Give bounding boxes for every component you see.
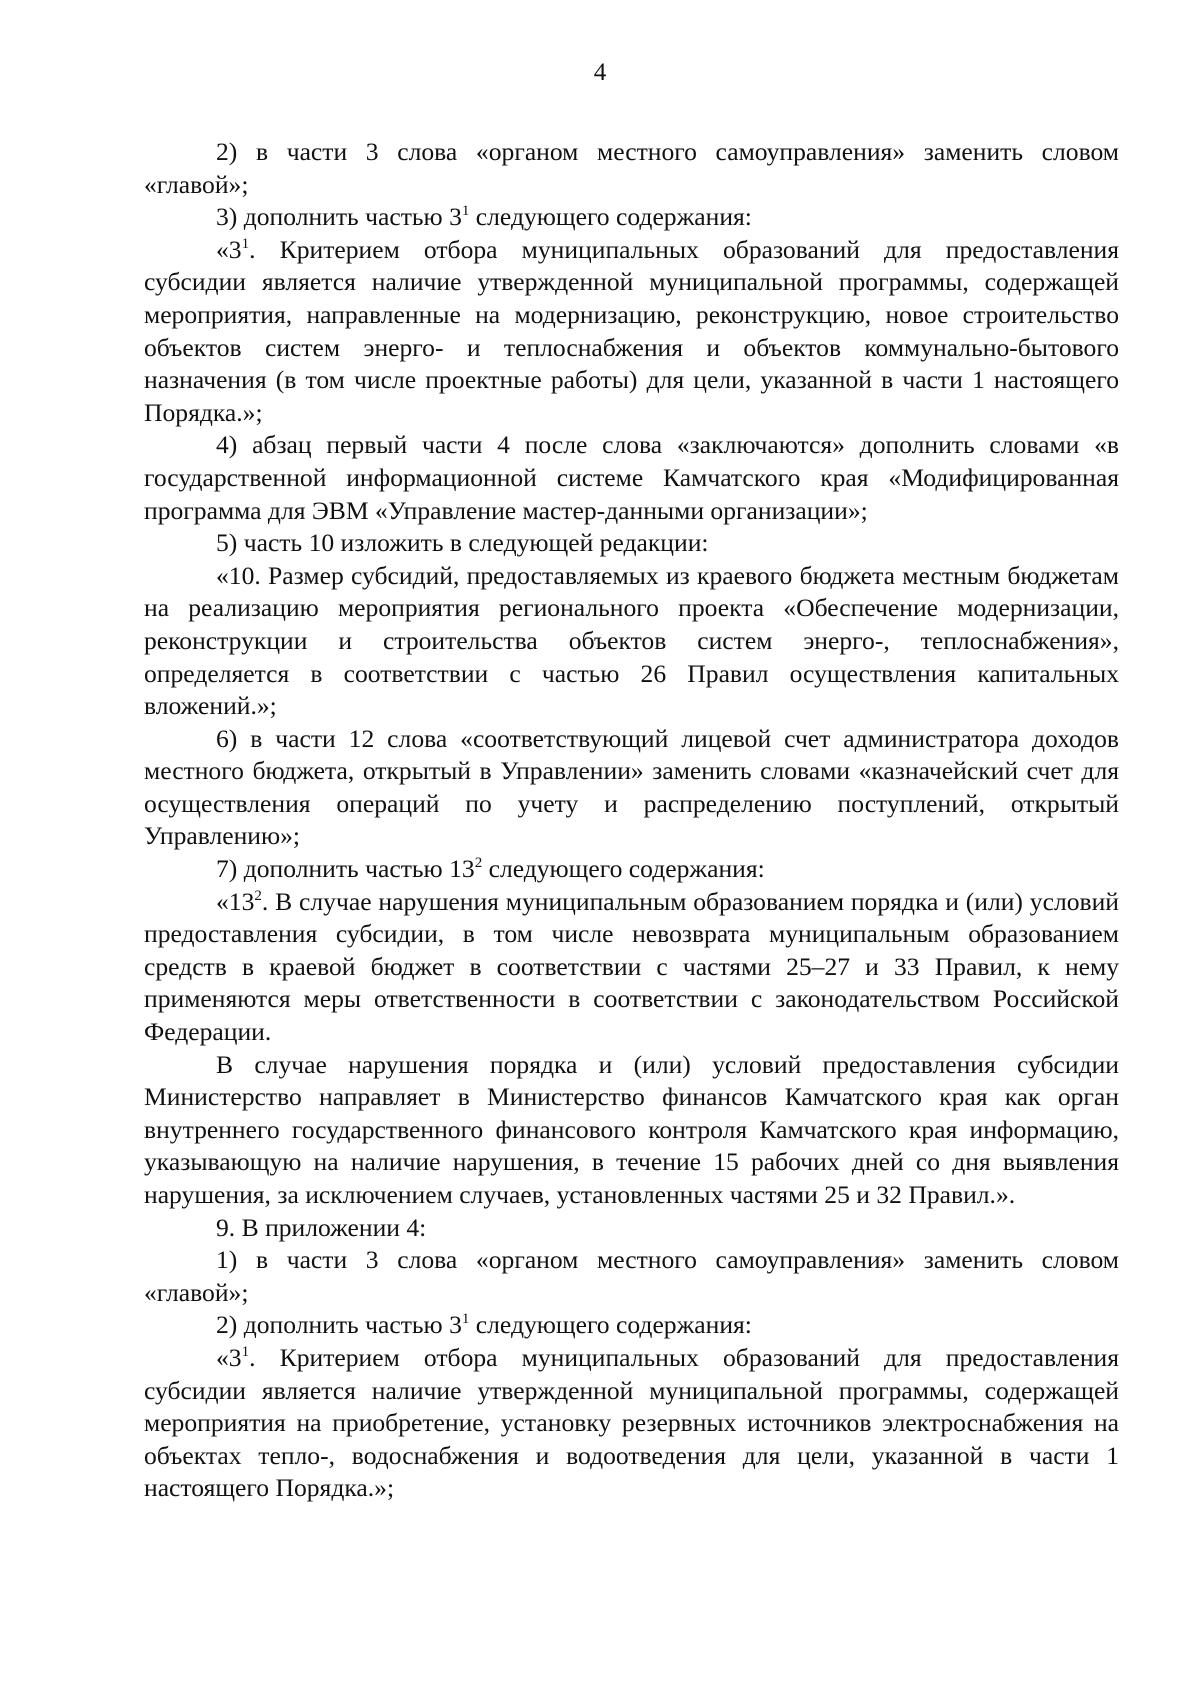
paragraph: 2) дополнить частью $3^1$ следующего содержания: (216, 1310, 752, 1340)
paragraph: 3) дополнить частью $3^1$ следующего содержания: (216, 202, 752, 232)
superscript: 2 (254, 887, 262, 904)
superscript: 1 (461, 1311, 470, 1328)
paragraph: 4) абзац первый части 4 после слова «заключаются» дополнить словами «в государственной информационной системе Камчатского края «Модифицированная программа для ЭВМ «Управление мастер-данными организации»; (144, 430, 1119, 525)
paragraph: 1) в части 3 слова «органом местного самоуправления» заменить словом «главой»; (144, 1245, 1119, 1307)
paragraph: 7) дополнить частью $13^2$ следующего содержания: (216, 854, 765, 884)
superscript: 1 (461, 203, 470, 220)
superscript: 2 (474, 855, 483, 872)
paragraph: В случае нарушения порядка и (или) условий предоставления субсидии Министерство направляет в Министерство финансов Камчатского края как орган внутреннего государственного финансового контроля Камчатского края информацию, указывающую на наличие нарушения, в течение 15 рабочих дней со дня выявления нарушения, за исключением случаев, установленных частями 25 и 32 Правил.». (144, 1049, 1119, 1209)
paragraph: «10. Размер субсидий, предоставляемых из краевого бюджета местным бюджетам на реализацию мероприятия регионального проекта «Обеспечение модернизации, реконструкции и строительства объектов систем энерго-, теплоснабжения», определяется в соответствии с частью 26 Правил осуществления капитальных вложений.»; (144, 560, 1119, 721)
paragraph: «$13^2$. В случае нарушения муниципальным образованием порядка и (или) условий предоставления субсидии, в том числе невозврата муниципальным образованием средств в краевой бюджет в соответствии с частями 25–27 и 33 Правил, к нему применяются меры ответственности в соответствии с законодательством Российской Федерации. (144, 886, 1119, 1047)
paragraph: 2) в части 3 слова «органом местного самоуправления» заменить словом «главой»; (144, 137, 1119, 199)
superscript: 1 (241, 1343, 250, 1360)
paragraph: 6) в части 12 слова «соответствующий лицевой счет администратора доходов местного бюджета, открытый в Управлении» заменить словами «казначейский счет для осуществления операций по учету и распределению поступлений, открытый Управлению»; (144, 723, 1119, 851)
paragraph: «$3^1$. Критерием отбора муниципальных образований для предоставления субсидии является наличие утвержденной муниципальной программы, содержащей мероприятия на приобретение, установку резервных источников электроснабжения на объектах тепло-, водоснабжения и водоотведения для цели, указанной в части 1 настоящего Порядка.»; (144, 1342, 1119, 1503)
document-body (144, 136, 1119, 1505)
page-number: 4 (593, 59, 607, 86)
paragraph: 5) часть 10 изложить в следующей редакции: (216, 528, 709, 558)
paragraph: 9. В приложении 4: (216, 1212, 427, 1242)
superscript: 1 (241, 235, 250, 252)
paragraph: «$3^1$. Критерием отбора муниципальных образований для предоставления субсидии является наличие утвержденной муниципальной программы, содержащей мероприятия, направленные на модернизацию, реконструкцию, новое строительство объектов систем энерго- и теплоснабжения и объектов коммунально-бытового назначения (в том числе проектные работы) для цели, указанной в части 1 настоящего Порядка.»; (144, 234, 1119, 427)
